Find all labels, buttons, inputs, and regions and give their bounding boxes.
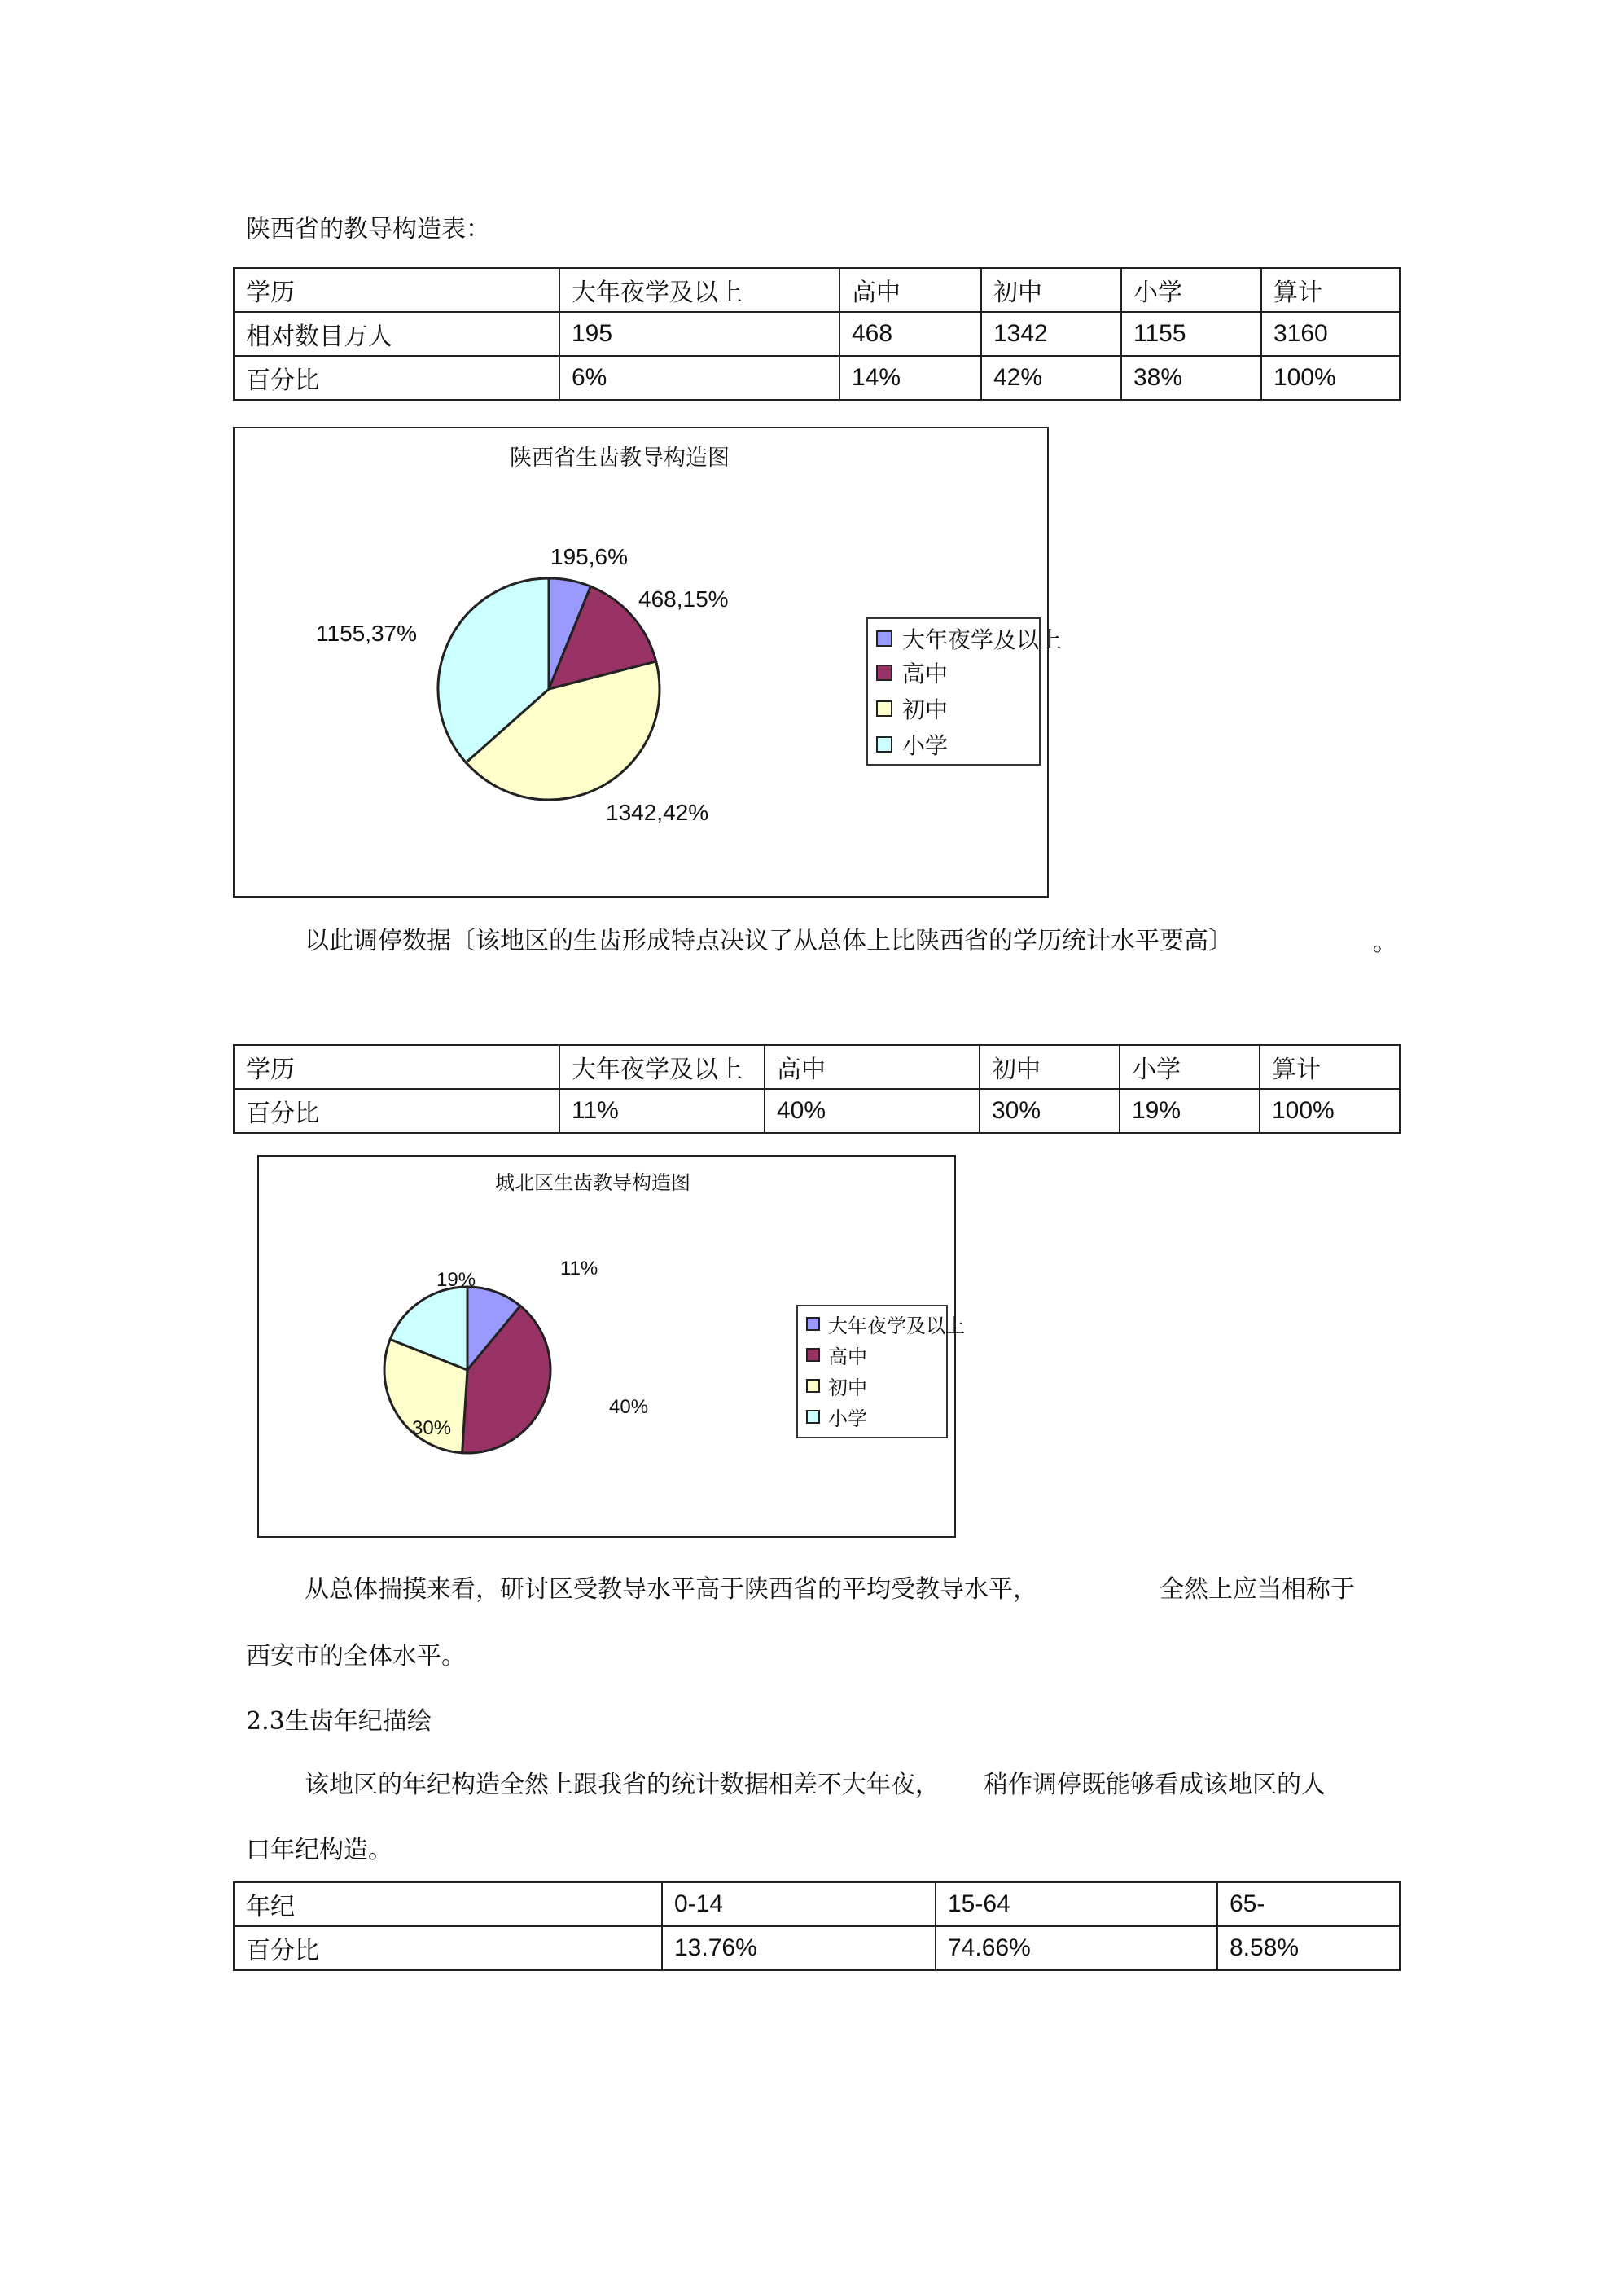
chart-title: 陕西省生齿教导构造图 [510,446,730,471]
table-header-cell: 初中 [980,1045,1120,1089]
paragraph-2c: 西安市的全体水平。 [246,1642,466,1670]
age-table [233,1881,1401,1971]
chart-legend [796,1305,965,1438]
table-cell: 42% [981,356,1121,400]
table-header-cell: 高中 [839,268,981,312]
table-cell: 13.76% [662,1926,936,1970]
pie-label-middleschool: 30% [412,1417,452,1439]
table-header-cell: 大年夜学及以上 [559,1045,765,1089]
table-header-cell: 算计 [1261,268,1400,312]
table-header-cell: 算计 [1260,1045,1400,1089]
table-header-cell: 65- [1217,1882,1400,1926]
table-cell: 19% [1120,1089,1260,1133]
table-cell: 1155 [1121,312,1261,356]
chart-title: 城北区生齿教导构造图 [495,1171,690,1194]
table-header-cell: 学历 [234,268,559,312]
pie-label-highschool: 40% [609,1396,649,1418]
legend-item: 初中 [806,1372,867,1400]
table-cell: 74.66% [936,1926,1217,1970]
legend-item: 高中 [806,1341,867,1369]
table-cell: 3160 [1261,312,1400,356]
legend-item: 小学 [806,1403,867,1431]
legend-item: 小学 [876,728,948,761]
paragraph-3b: 稍作调停既能够看成该地区的人 [984,1771,1326,1799]
table-cell: 百分比 [234,356,559,400]
table-cell: 百分比 [234,1089,559,1133]
table-cell: 11% [559,1089,765,1133]
table-header-cell: 小学 [1120,1045,1260,1089]
table-cell: 14% [839,356,981,400]
education-table-shaanxi [233,267,1401,401]
paragraph-2a: 从总体揣摸来看，研讨区受教导水平高于陕西省的平均受教导水平， [305,1575,1037,1604]
table-cell: 100% [1260,1089,1400,1133]
table-header-cell: 学历 [234,1045,559,1089]
education-table-chengbei [233,1044,1401,1134]
table-header-cell: 小学 [1121,268,1261,312]
paragraph-1: 以此调停数据〔该地区的生齿形成特点决议了从总体上比陕西省的学历统计水平要高〕 [305,927,1233,955]
legend-item: 初中 [876,692,948,725]
table-header-cell: 15-64 [936,1882,1217,1926]
table-header-cell: 年纪 [234,1882,662,1926]
table-cell: 30% [980,1089,1120,1133]
table1-caption: 陕西省的教导构造表： [246,215,490,244]
table-cell: 8.58% [1217,1926,1400,1970]
paragraph-1-end: 。 [1373,928,1397,957]
table-cell: 100% [1261,356,1400,400]
table-cell: 1342 [981,312,1121,356]
table-header-cell: 0-14 [662,1882,936,1926]
table-cell: 相对数目万人 [234,312,559,356]
table-cell: 百分比 [234,1926,662,1970]
pie-label-primary: 1155,37% [316,621,418,646]
chart-legend [866,617,1063,766]
paragraph-3a: 该地区的年纪构造全然上跟我省的统计数据相差不大年夜， [305,1771,940,1799]
table-cell: 38% [1121,356,1261,400]
paragraph-3c: 口年纪构造。 [246,1836,392,1864]
pie-label-university: 195,6% [550,544,628,569]
pie-label-middleschool: 1342,42% [606,800,709,825]
legend-item: 大年夜学及以上 [876,622,1062,655]
table-header-cell: 初中 [981,268,1121,312]
pie-chart-chengbei [257,1155,965,1538]
legend-item: 高中 [876,656,948,689]
section-heading: 2.3生齿年纪描绘 [246,1707,432,1736]
paragraph-2b: 全然上应当相称于 [1160,1575,1355,1604]
pie-chart-shaanxi [233,427,1063,898]
table-cell: 6% [559,356,839,400]
table-cell: 40% [765,1089,980,1133]
pie-label-highschool: 468,15% [638,586,729,612]
pie-label-primary: 19% [436,1269,476,1291]
pie-label-university: 11% [560,1258,598,1280]
table-header-cell: 大年夜学及以上 [559,268,839,312]
table-header-cell: 高中 [765,1045,980,1089]
table-cell: 195 [559,312,839,356]
table-cell: 468 [839,312,981,356]
legend-item: 大年夜学及以上 [806,1310,965,1338]
